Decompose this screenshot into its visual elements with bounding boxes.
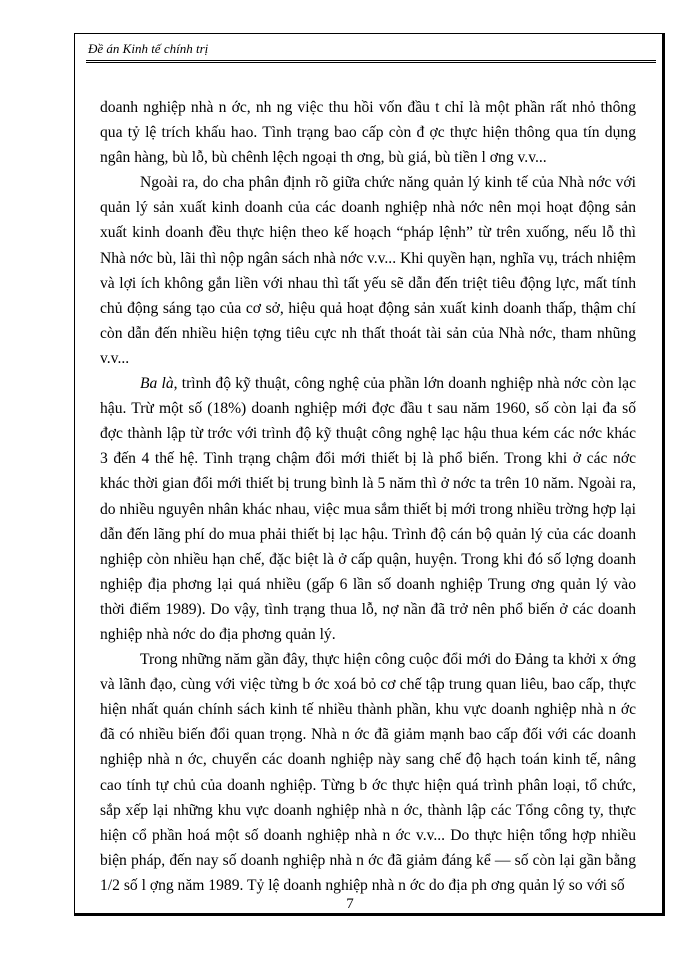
header-rule <box>86 60 656 63</box>
running-header: Đề án Kinh tế chính trị <box>88 41 209 56</box>
paragraph-3-lead: Ba là <box>140 375 174 393</box>
body-text <box>100 95 636 898</box>
page-number: 7 <box>346 896 354 912</box>
paragraph-4: Trong những năm gần đây, thực hiện công cuộc đổi mới do Đảng ta khởi x ớng và lãnh đạo, cùng với việc từng b ớc xoá bỏ cơ chế tập trung quan liêu, bao cấp, thực hiện nhất quán chính sách kinh tế nhiều thành phần, khu vực doanh nghiệp nhà n ớc đã có nhiều biến đổi quan trọng. Nhà n ớc đã giảm mạnh bao cấp đối với các doanh nghiệp nhà n ớc, chuyển các doanh nghiệp này sang chế độ hạch toán kinh tế, nâng cao tính tự chủ của doanh nghiệp. Từng b ớc thực hiện quá trình phân loại, tổ chức, sắp xếp lại những khu vực doanh nghiệp nhà n ớc, thành lập các Tổng công ty, thực hiện cổ phần hoá một số doanh nghiệp nhà n ớc v.v... Do thực hiện tổng hợp nhiều biện pháp, đến nay số doanh nghiệp nhà n ớc đã giảm đáng kể — số còn lại gần bằng 1/2 số l ợng năm 1989. Tỷ lệ doanh nghiệp nhà n ớc do địa ph ơng quản lý so với số <box>100 651 636 894</box>
paragraph-1: doanh nghiệp nhà n ớc, nh ng việc thu hồi vốn đầu t chỉ là một phần rất nhỏ thông qua tỷ lệ trích khấu hao. Tình trạng bao cấp còn đ ợc thực hiện thông qua tín dụng ngân hàng, bù lỗ, bù chênh lệch ngoại th ơng, bù giá, bù tiền l ơng v.v... <box>100 99 636 167</box>
paragraph-3: Ba là, trình độ kỹ thuật, công nghệ của phần lớn doanh nghiệp nhà nớc còn lạc hậu. Trừ một số (18%) doanh nghiệp mới đợc đầu t sau năm 1960, số còn lại đa số đợc thành lập từ trớc với trình độ kỹ thuật công nghệ lạc hậu thua kém các nớc khác 3 đến 4 thế hệ. Tình trạng chậm đổi mới thiết bị là phổ biến. Trong khi ở các nớc khác thời gian đổi mới thiết bị trung bình là 5 năm thì ở nớc ta trên 10 năm. Ngoài ra, do nhiều nguyên nhân khác nhau, việc mua sắm thiết bị mới trong nhiều trờng hợp lại dẫn đến lãng phí do mua phải thiết bị lạc hậu. Trình độ cán bộ quản lý của các doanh nghiệp còn nhiều hạn chế, đặc biệt là ở cấp quận, huyện. Trong khi đó số lợng doanh nghiệp địa phơng lại quá nhiều (gấp 6 lần số doanh nghiệp Trung ơng quản lý vào thời điểm 1989). Do vậy, tình trạng thua lỗ, nợ nần đã trở nên phổ biến ở các doanh nghiệp nhà nớc do địa phơng quản lý. <box>100 375 636 643</box>
paragraph-2: Ngoài ra, do cha phân định rõ giữa chức năng quản lý kinh tế của Nhà nớc với quản lý sản xuất kinh doanh của các doanh nghiệp nhà nớc nên mọi hoạt động sản xuất kinh doanh đều thực hiện theo kế hoạch “pháp lệnh” từ trên xuống, nếu lỗ thì Nhà nớc bù, lãi thì nộp ngân sách nhà nớc v.v... Khi quyền hạn, nghĩa vụ, trách nhiệm và lợi ích không gắn liền với nhau thì tất yếu sẽ dẫn đến triệt tiêu động lực, mất tính chủ động sáng tạo của cơ sở, hiệu quả hoạt động sản xuất kinh doanh thấp, thậm chí còn dẫn đến nhiều hiện tợng tiêu cực nh thất thoát tài sản của Nhà nớc, tham nhũng v.v... <box>100 174 636 367</box>
